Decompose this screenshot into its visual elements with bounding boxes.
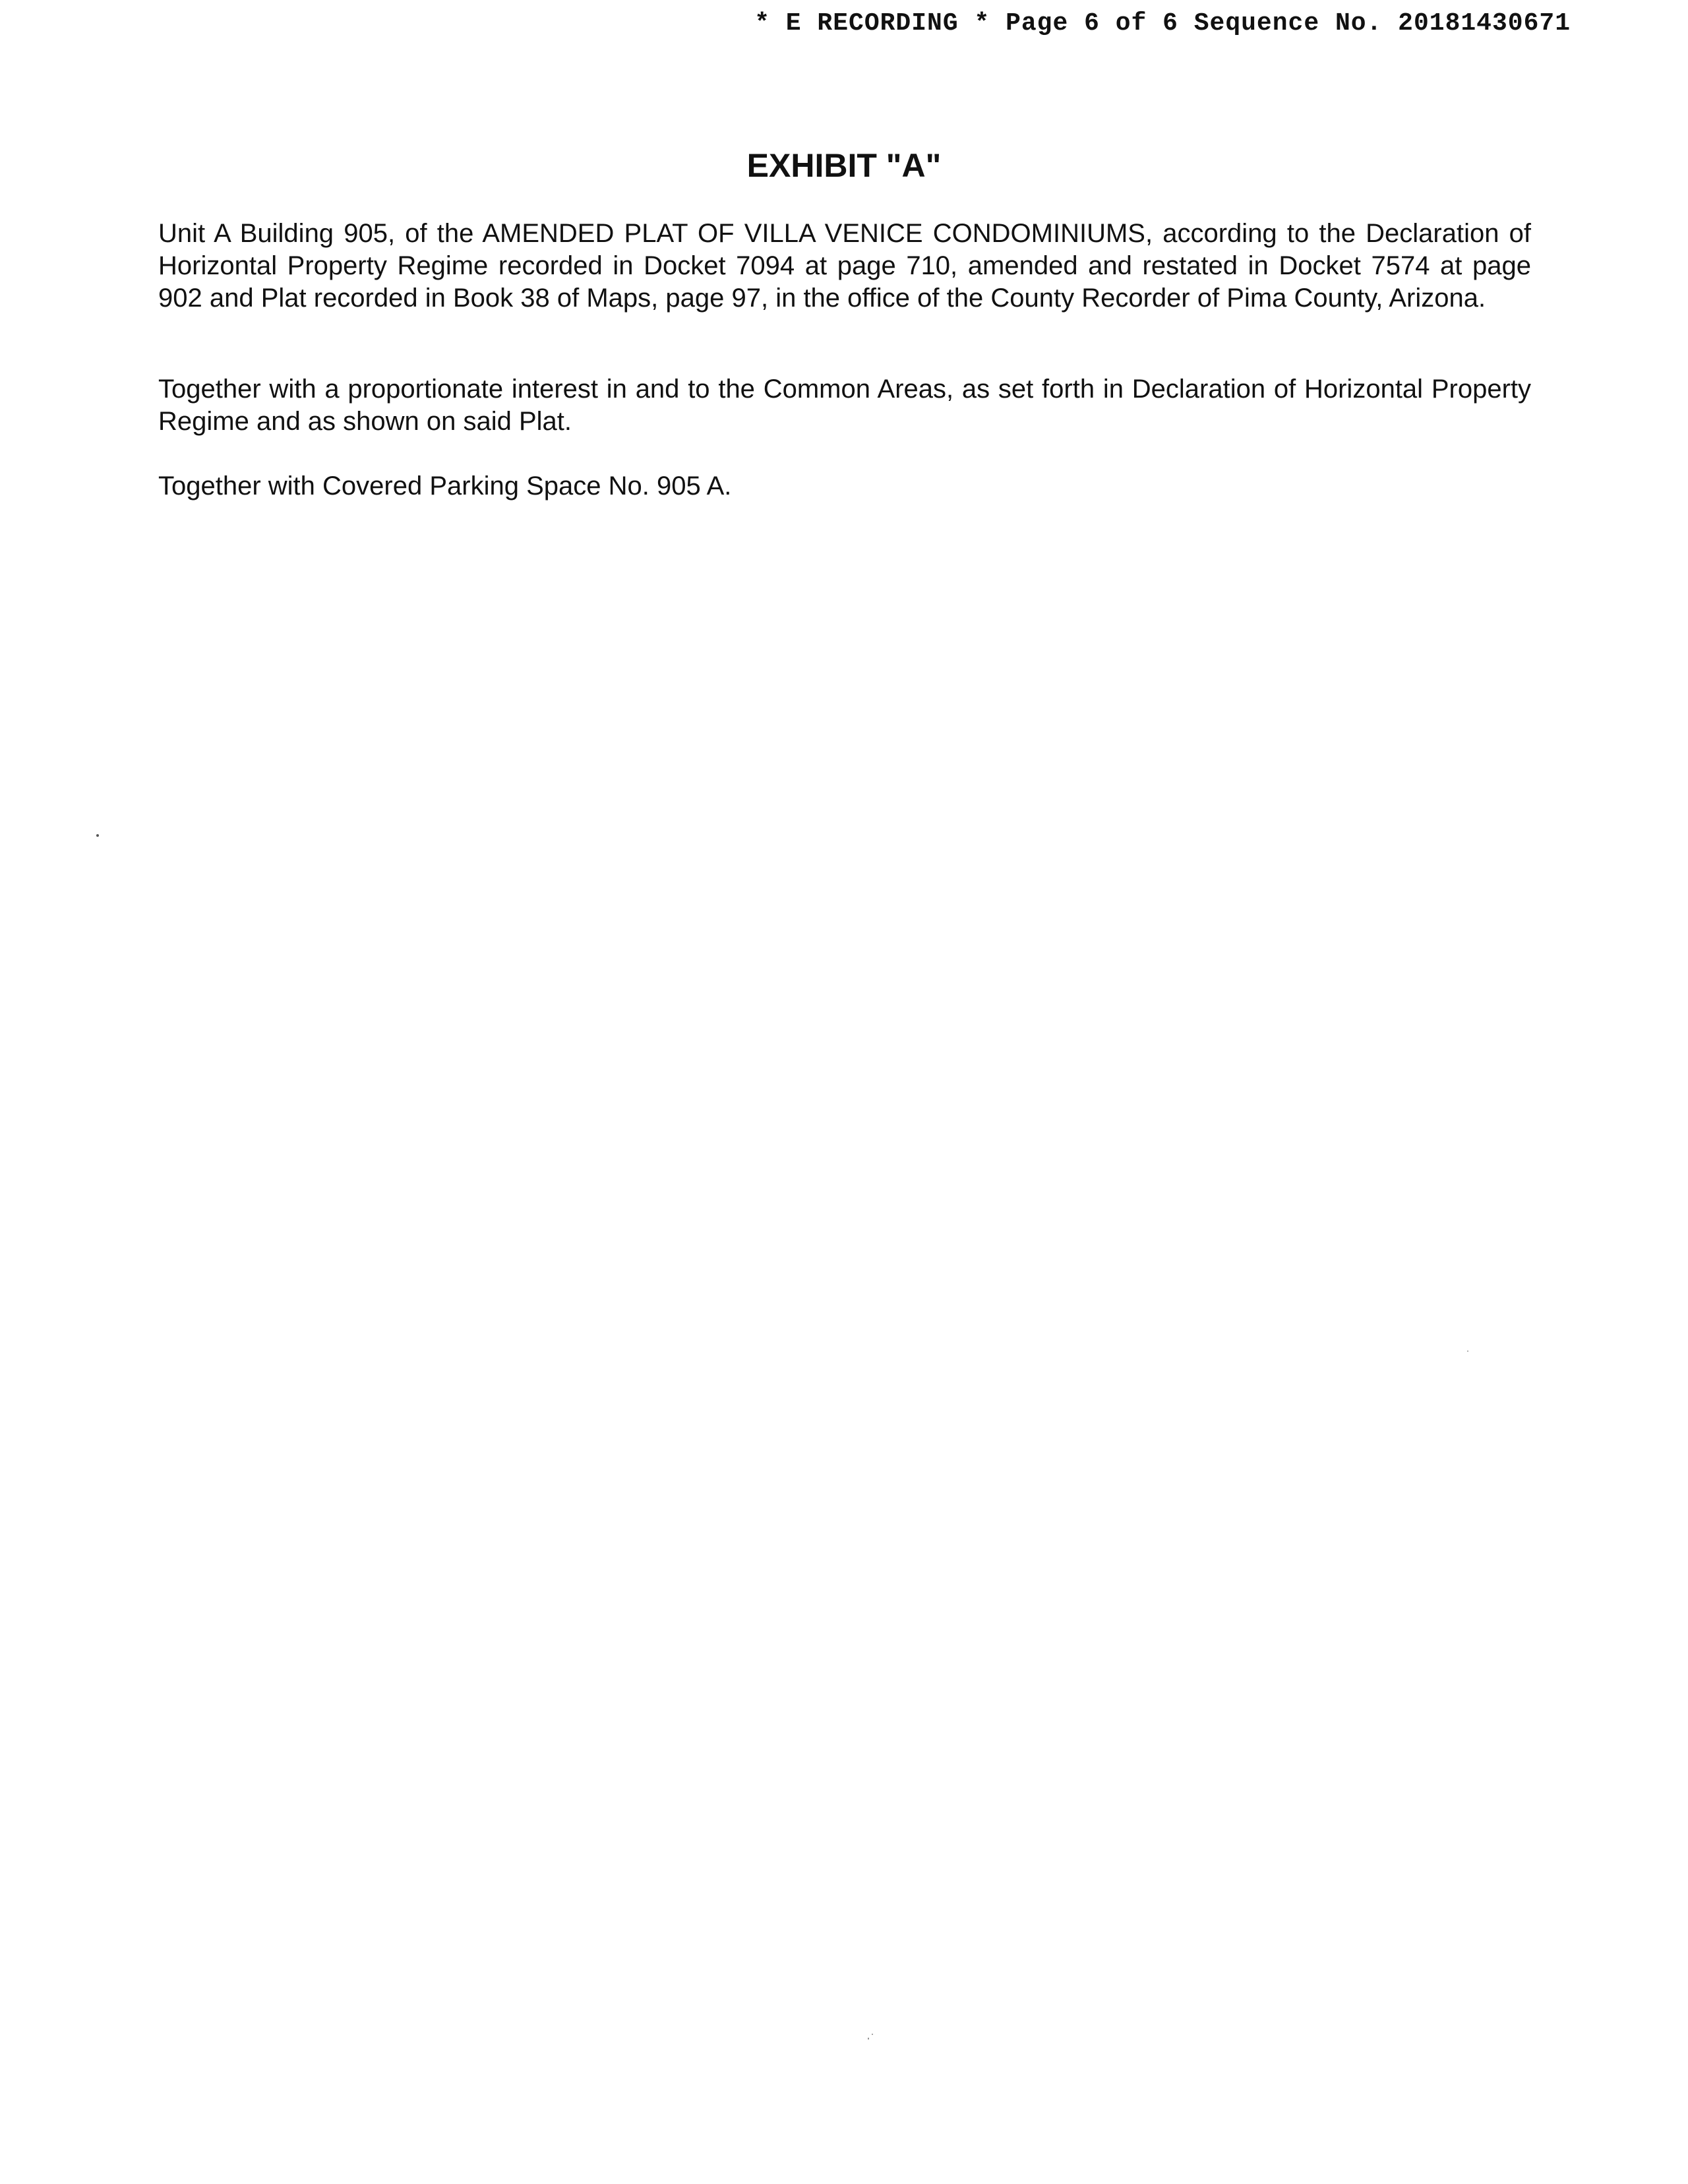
legal-description-paragraph: Unit A Building 905, of the AMENDED PLAT OF VILLA VENICE CONDOMINIUMS, according to the Declaration of Horizontal Property Regime recorded in Docket 7094 at page 710, amended and restated in Docket 7574 at page 902 and Plat recorded in Book 38 of Maps, page 97, in the office of the County Recorder of Pima County, Arizona. [158,219,1531,313]
parking-space-paragraph: Together with Covered Parking Space No. 905 A. [158,471,732,501]
common-areas-paragraph: Together with a proportionate interest in and to the Common Areas, as set forth in Declaration of Horizontal Property Regime and as shown on said Plat. [158,375,1531,436]
exhibit-title: EXHIBIT "A" [746,147,942,184]
scan-speck [872,2034,873,2035]
scan-speck [1467,1350,1468,1352]
recording-header: * E RECORDING * Page 6 of 6 Sequence No. 20181430671 [754,9,1571,38]
scan-speck [96,834,99,837]
scan-speck [868,2038,869,2040]
